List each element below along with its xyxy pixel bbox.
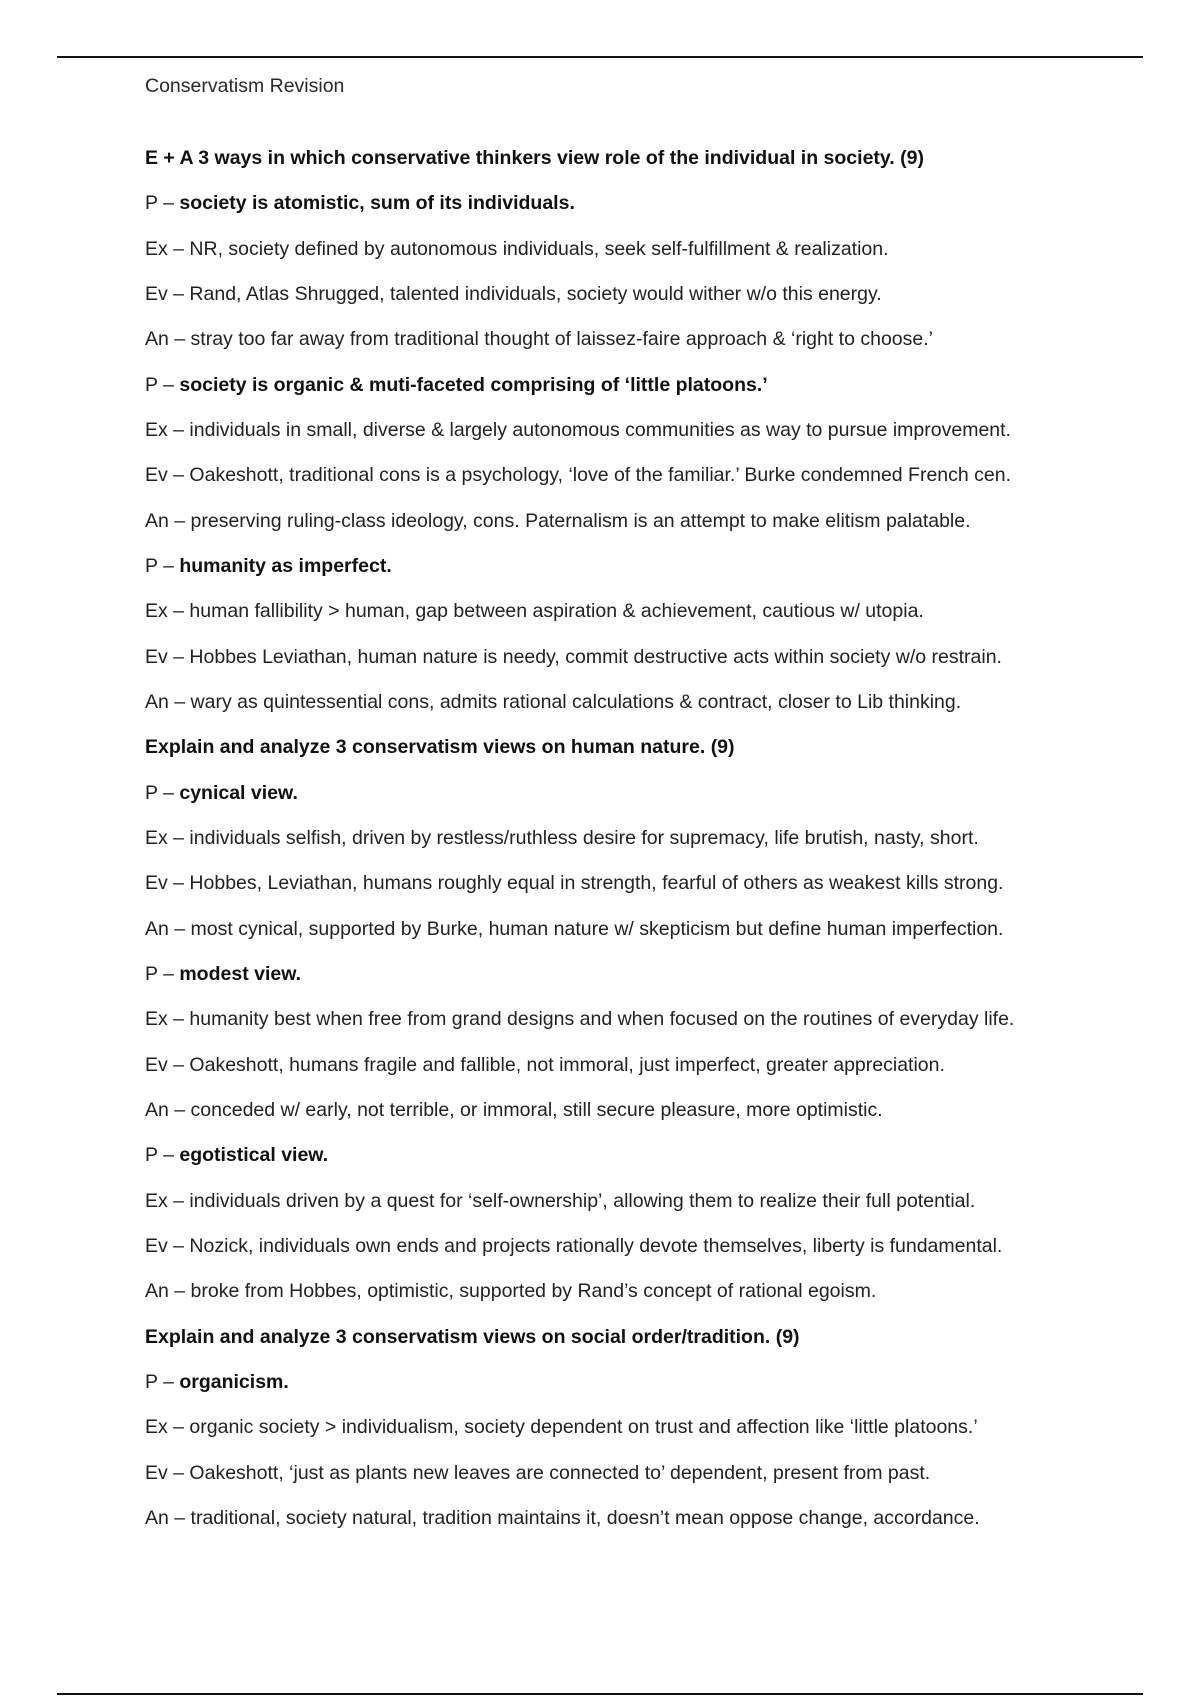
point-heading <box>145 553 1145 598</box>
body-line: An – most cynical, supported by Burke, human nature w/ skepticism but define human imperfection. <box>145 917 1004 940</box>
point-prefix: P – <box>145 1144 180 1167</box>
document-body <box>145 145 1145 1550</box>
body-line: Ev – Nozick, individuals own ends and projects rationally devote themselves, liberty is fundamental. <box>145 1234 1003 1257</box>
question-heading: E + A 3 ways in which conservative thinkers view role of the individual in society. (9) <box>145 147 924 169</box>
body-line: An – stray too far away from traditional thought of laissez-faire approach & ‘right to choose.’ <box>145 328 933 351</box>
body-line: Ev – Rand, Atlas Shrugged, talented individuals, society would wither w/o this energy. <box>145 282 882 305</box>
body-line: Ex – humanity best when free from grand designs and when focused on the routines of everyday life. <box>145 1008 1015 1031</box>
body-line: Ex – organic society > individualism, society dependent on trust and affection like ‘little platoons.’ <box>145 1416 978 1439</box>
point-prefix: P – <box>145 192 180 215</box>
body-line: Ex – individuals driven by a quest for ‘self-ownership’, allowing them to realize their full potential. <box>145 1189 976 1212</box>
body-line: Ev – Oakeshott, humans fragile and fallible, not immoral, just imperfect, greater appreciation. <box>145 1053 945 1076</box>
point-heading <box>145 1369 1145 1414</box>
body-line: Ev – Hobbes, Leviathan, humans roughly equal in strength, fearful of others as weakest kills strong. <box>145 872 1004 895</box>
body-line: Ex – NR, society defined by autonomous individuals, seek self-fulfillment & realization. <box>145 237 889 260</box>
body-line: An – conceded w/ early, not terrible, or immoral, still secure pleasure, more optimistic. <box>145 1098 883 1121</box>
body-line: Ev – Hobbes Leviathan, human nature is needy, commit destructive acts within society w/o restrain. <box>145 645 1002 668</box>
bottom-rule <box>57 1693 1143 1695</box>
point-heading <box>145 372 1145 417</box>
point-text: society is organic & muti-faceted comprising of ‘little platoons.’ <box>179 373 768 396</box>
body-line: Ev – Oakeshott, traditional cons is a psychology, ‘love of the familiar.’ Burke condemned French cen. <box>145 464 1012 487</box>
point-text: humanity as imperfect. <box>179 554 392 577</box>
point-prefix: P – <box>145 781 180 804</box>
top-rule <box>57 56 1143 58</box>
body-line: An – preserving ruling-class ideology, cons. Paternalism is an attempt to make elitism palatable. <box>145 509 971 532</box>
body-line: Ev – Oakeshott, ‘just as plants new leaves are connected to’ dependent, present from past. <box>145 1461 931 1484</box>
point-text: society is atomistic, sum of its individuals. <box>179 192 575 215</box>
body-line: Ex – individuals in small, diverse & largely autonomous communities as way to pursue improvement. <box>145 418 1011 441</box>
point-heading <box>145 961 1145 1006</box>
body-line: An – traditional, society natural, tradition maintains it, doesn’t mean oppose change, accordance. <box>145 1506 980 1529</box>
point-text: organicism. <box>179 1370 289 1393</box>
point-heading <box>145 190 1145 235</box>
body-line: Ex – individuals selfish, driven by restless/ruthless desire for supremacy, life brutish, nasty, short. <box>145 826 979 849</box>
body-line: An – wary as quintessential cons, admits rational calculations & contract, closer to Lib thinking. <box>145 690 962 713</box>
point-prefix: P – <box>145 1370 180 1393</box>
question-heading: Explain and analyze 3 conservatism views on social order/tradition. (9) <box>145 1325 800 1348</box>
point-heading <box>145 780 1145 825</box>
body-line: An – broke from Hobbes, optimistic, supported by Rand’s concept of rational egoism. <box>145 1280 877 1303</box>
point-prefix: P – <box>145 554 180 577</box>
point-text: cynical view. <box>179 781 298 804</box>
point-text: egotistical view. <box>179 1144 329 1167</box>
body-line: Ex – human fallibility > human, gap between aspiration & achievement, cautious w/ utopia. <box>145 600 924 623</box>
document-header: Conservatism Revision <box>145 75 345 97</box>
point-prefix: P – <box>145 373 180 396</box>
point-heading <box>145 1142 1145 1187</box>
point-text: modest view. <box>179 962 302 985</box>
question-heading: Explain and analyze 3 conservatism views on human nature. (9) <box>145 736 735 759</box>
point-prefix: P – <box>145 962 180 985</box>
